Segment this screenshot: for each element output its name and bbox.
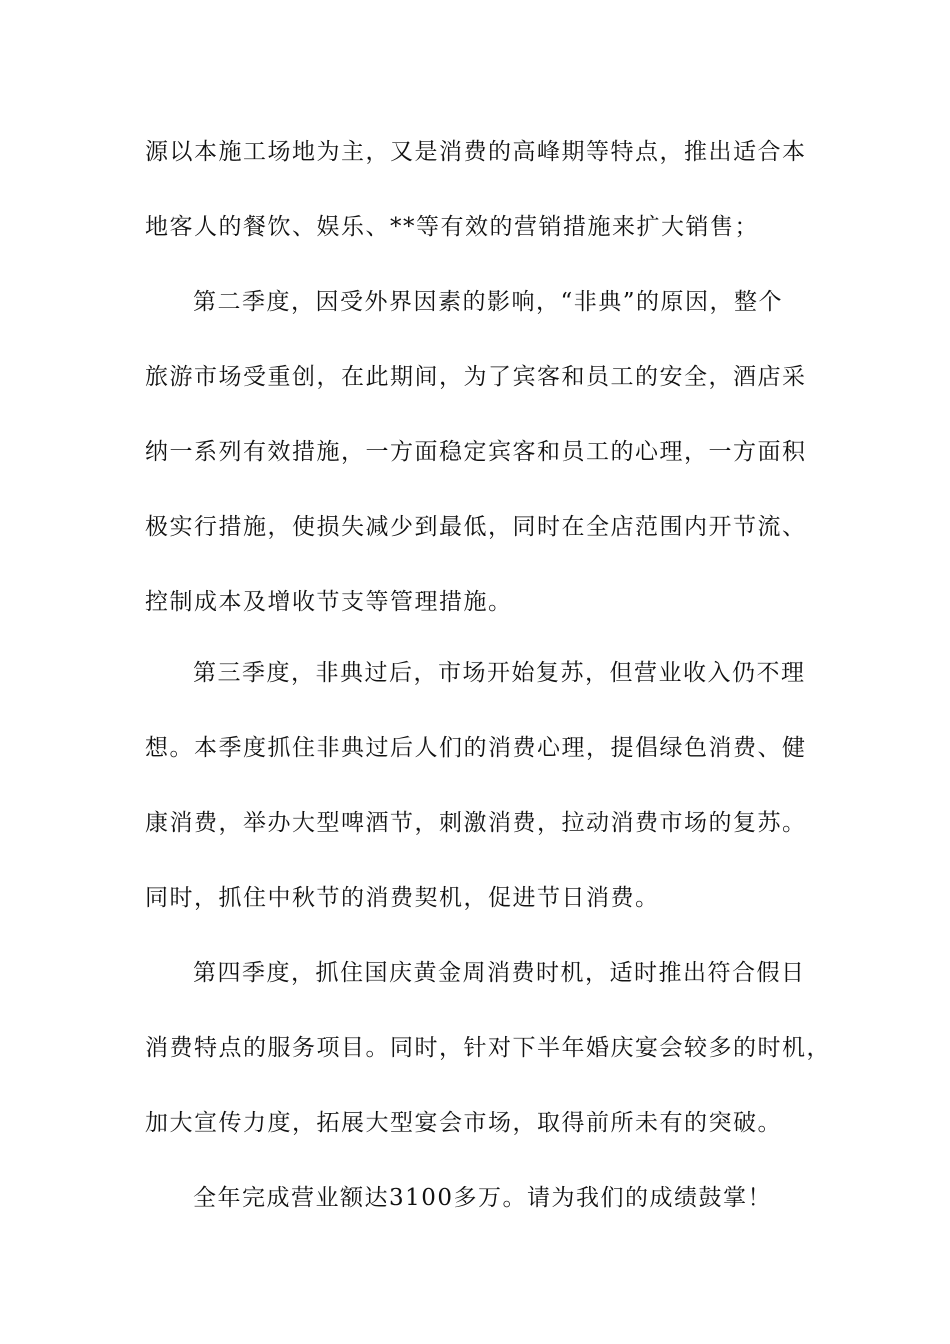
text-line: 旅游市场受重创，在此期间，为了宾客和员工的安全，酒店采	[145, 364, 807, 390]
paragraph-q4-start: 第四季度，抓住国庆黄金周消费时机，适时推出符合假日	[193, 960, 806, 986]
text-line: 地客人的餐饮、娱乐、**等有效的营销措施来扩大销售；	[145, 214, 759, 240]
paragraph-summary: 全年完成营业额达3100多万。请为我们的成绩鼓掌！	[193, 1185, 773, 1211]
paragraph-q3-start: 第三季度，非典过后，市场开始复苏，但营业收入仍不理	[193, 660, 806, 686]
text-line: 纳一系列有效措施，一方面稳定宾客和员工的心理，一方面积	[145, 439, 807, 465]
text-line: 源以本施工场地为主，又是消费的高峰期等特点，推出适合本	[145, 139, 807, 165]
text-line: 极实行措施，使损失减少到最低，同时在全店范围内开节流、	[145, 514, 807, 540]
paragraph-q2-start: 第二季度，因受外界因素的影响，“非典”的原因，整个	[193, 289, 784, 315]
text-line: 控制成本及增收节支等管理措施。	[145, 589, 513, 615]
text-line: 同时，抓住中秋节的消费契机，促进节日消费。	[145, 885, 660, 911]
text-line: 想。本季度抓住非典过后人们的消费心理，提倡绿色消费、健	[145, 735, 807, 761]
text-line: 加大宣传力度，拓展大型宴会市场，取得前所未有的突破。	[145, 1110, 782, 1136]
text-line: 康消费，举办大型啤酒节，刺激消费，拉动消费市场的复苏。	[145, 810, 807, 836]
text-line: 消费特点的服务项目。同时，针对下半年婚庆宴会较多的时机，	[145, 1035, 831, 1061]
